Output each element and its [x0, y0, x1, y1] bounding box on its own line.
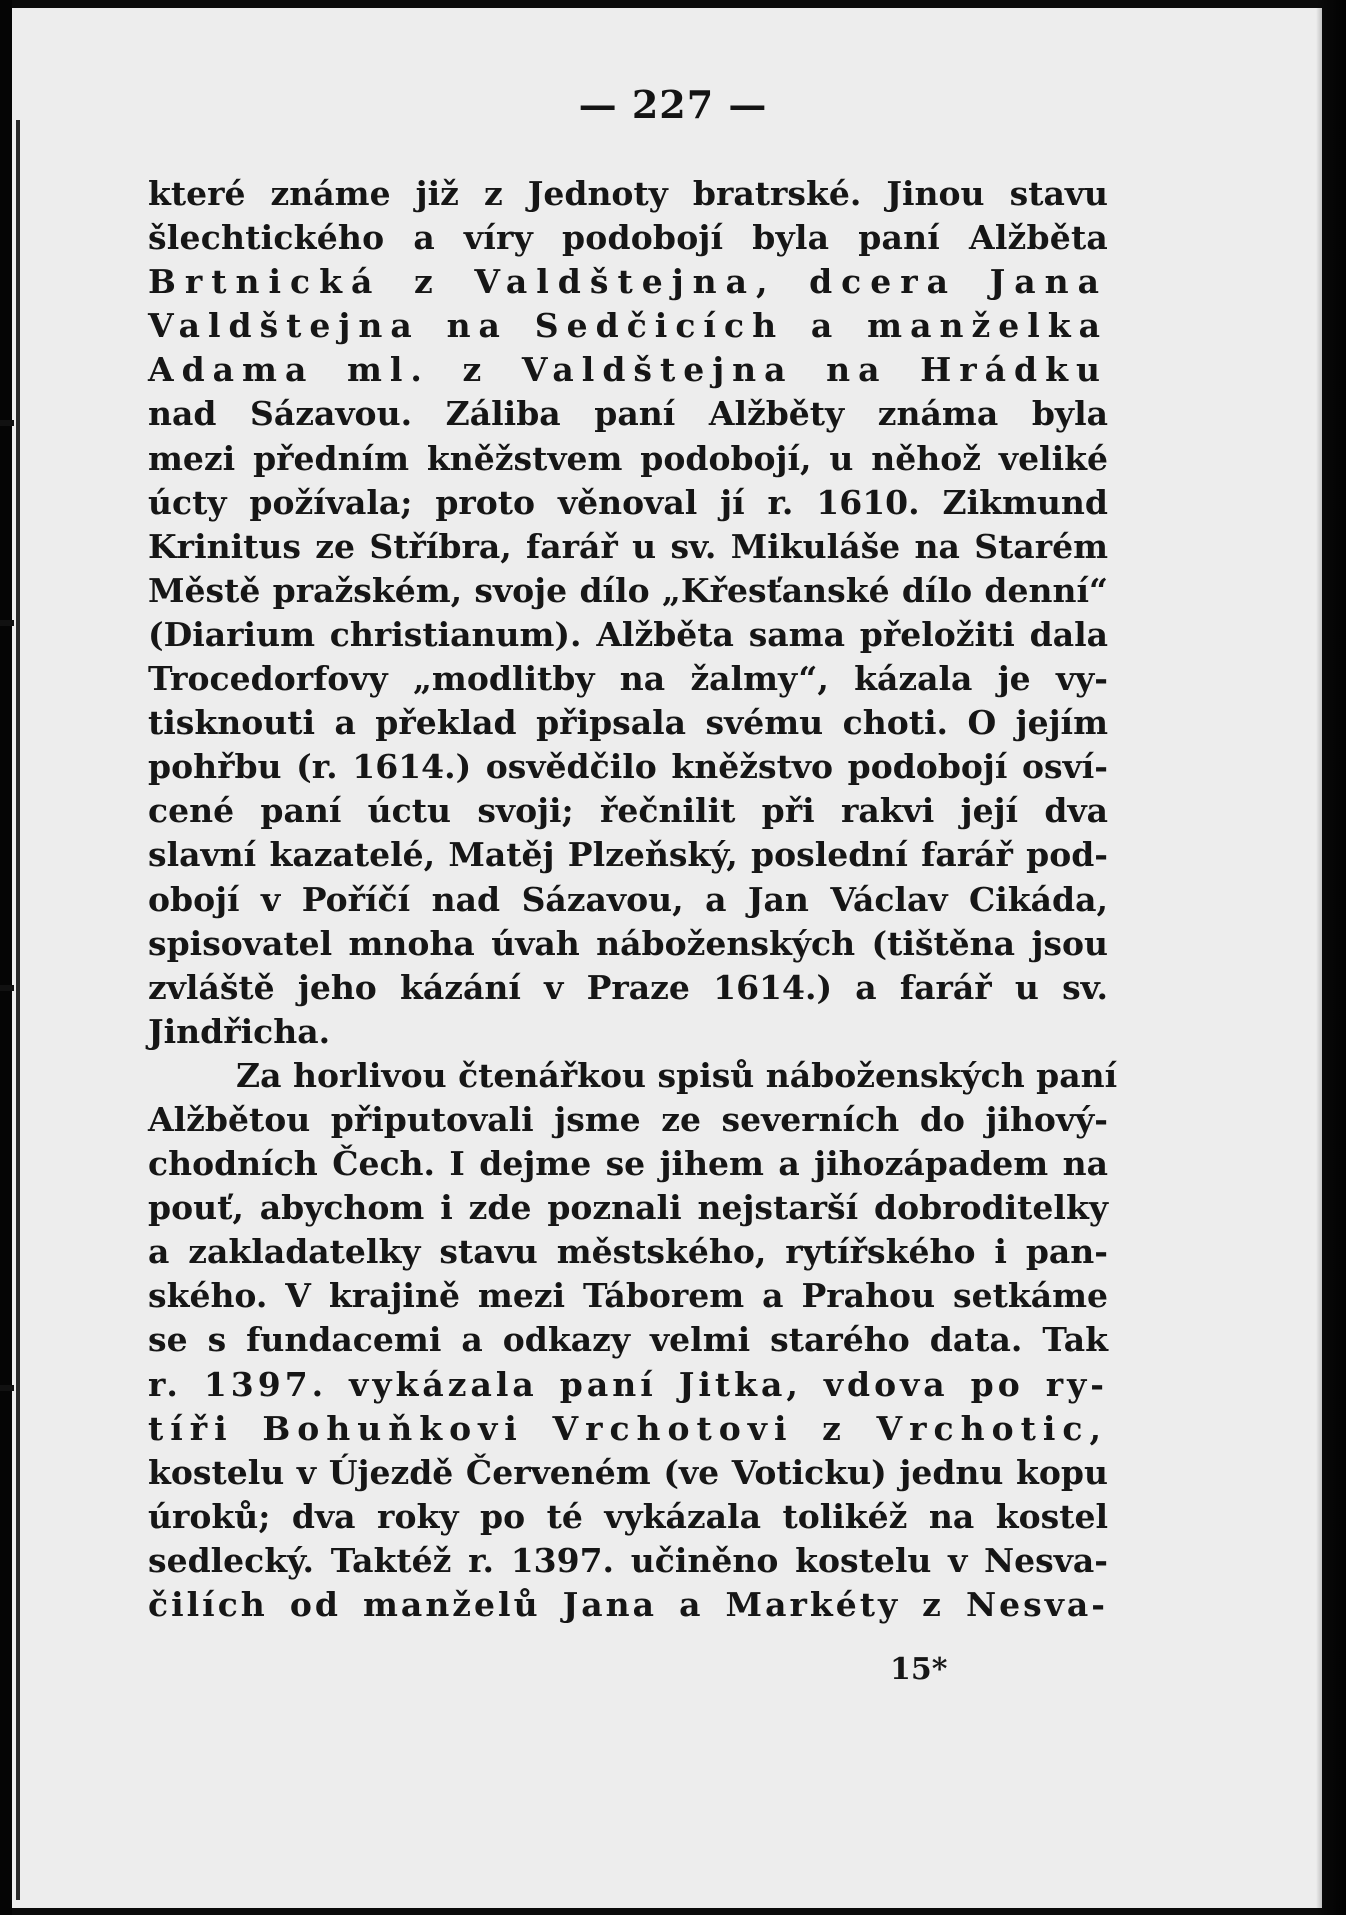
- text-line: tisknouti a překlad připsala svému choti. O jejím: [148, 703, 1108, 743]
- text-line: Brtnická z Valdštejna, dcera Jana: [148, 262, 1108, 302]
- text-line: Za horlivou čtenářkou spisů náboženských paní: [236, 1055, 1118, 1095]
- text-line: spisovatel mnoha úvah náboženských (tištěna jsou: [148, 923, 1108, 963]
- text-line: sedlecký. Taktéž r. 1397. učiněno kostelu v Nesva-: [148, 1540, 1108, 1580]
- body-text: [148, 172, 1118, 1627]
- text-line: zvláště jeho kázání v Praze 1614.) a farář u sv.: [148, 967, 1108, 1007]
- text-line: cené paní úctu svoji; řečnilit při rakvi její dva: [148, 791, 1108, 831]
- text-line: Adama ml. z Valdštejna na Hrádku: [148, 350, 1108, 390]
- binding-notch: [0, 420, 14, 426]
- text-line: šlechtického a víry podobojí byla paní Alžběta: [148, 218, 1108, 258]
- text-line: pouť, abychom i zde poznali nejstarší dobroditelky: [148, 1188, 1108, 1228]
- binding-notch: [0, 985, 14, 991]
- text-line: obojí v Poříčí nad Sázavou, a Jan Václav Cikáda,: [148, 879, 1108, 919]
- text-line: pohřbu (r. 1614.) osvědčilo kněžstvo podobojí osví-: [148, 747, 1108, 787]
- text-line: úcty požívala; proto věnoval jí r. 1610. Zikmund: [148, 482, 1108, 522]
- signature-mark: 15*: [890, 1652, 948, 1687]
- binding-notch: [0, 1385, 14, 1391]
- text-line: tíři Bohuňkovi Vrchotovi z Vrchotic,: [148, 1408, 1108, 1448]
- text-line: slavní kazatelé, Matěj Plzeňský, poslední farář pod-: [148, 835, 1108, 875]
- text-line: Městě pražském, svoje dílo „Křesťanské dílo denní“: [148, 570, 1108, 610]
- text-line: mezi předním kněžstvem podobojí, u něhož veliké: [148, 438, 1108, 478]
- text-line: kostelu v Újezdě Červeném (ve Voticku) jednu kopu: [148, 1452, 1108, 1492]
- text-line: Krinitus ze Stříbra, farář u sv. Mikuláše na Starém: [148, 526, 1108, 566]
- text-line: Trocedorfovy „modlitby na žalmy“, kázala je vy-: [148, 659, 1108, 699]
- text-line: které známe již z Jednoty bratrské. Jinou stavu: [148, 174, 1108, 213]
- binding-notch: [0, 620, 14, 626]
- text-line: (Diarium christianum). Alžběta sama přeložiti dala: [148, 614, 1108, 654]
- text-line: čilích od manželů Jana a Markéty z Nesva-: [148, 1585, 1108, 1624]
- binding-line: [16, 120, 20, 1900]
- text-line: a zakladatelky stavu městského, rytířského i pan-: [148, 1232, 1108, 1272]
- text-line: úroků; dva roky po té vykázala tolikéž na kostel: [148, 1496, 1108, 1536]
- text-line: Jindřicha.: [148, 1011, 331, 1051]
- text-line: ského. V krajině mezi Táborem a Prahou setkáme: [148, 1276, 1108, 1316]
- binding-edge: [0, 0, 12, 1915]
- text-line: r. 1397. vykázala paní Jitka, vdova po ry-: [148, 1364, 1108, 1404]
- text-line: Alžbětou připutovali jsme ze severních do jihový-: [148, 1099, 1108, 1139]
- page-number: — 227 —: [578, 82, 768, 127]
- page-right-shadow: [1316, 0, 1346, 1915]
- text-line: se s fundacemi a odkazy velmi starého data. Tak: [148, 1320, 1108, 1360]
- text-line: Valdštejna na Sedčicích a manželka: [148, 306, 1108, 346]
- text-line: chodních Čech. I dejme se jihem a jihozápadem na: [148, 1144, 1108, 1184]
- text-line: nad Sázavou. Záliba paní Alžběty známa byla: [148, 394, 1108, 434]
